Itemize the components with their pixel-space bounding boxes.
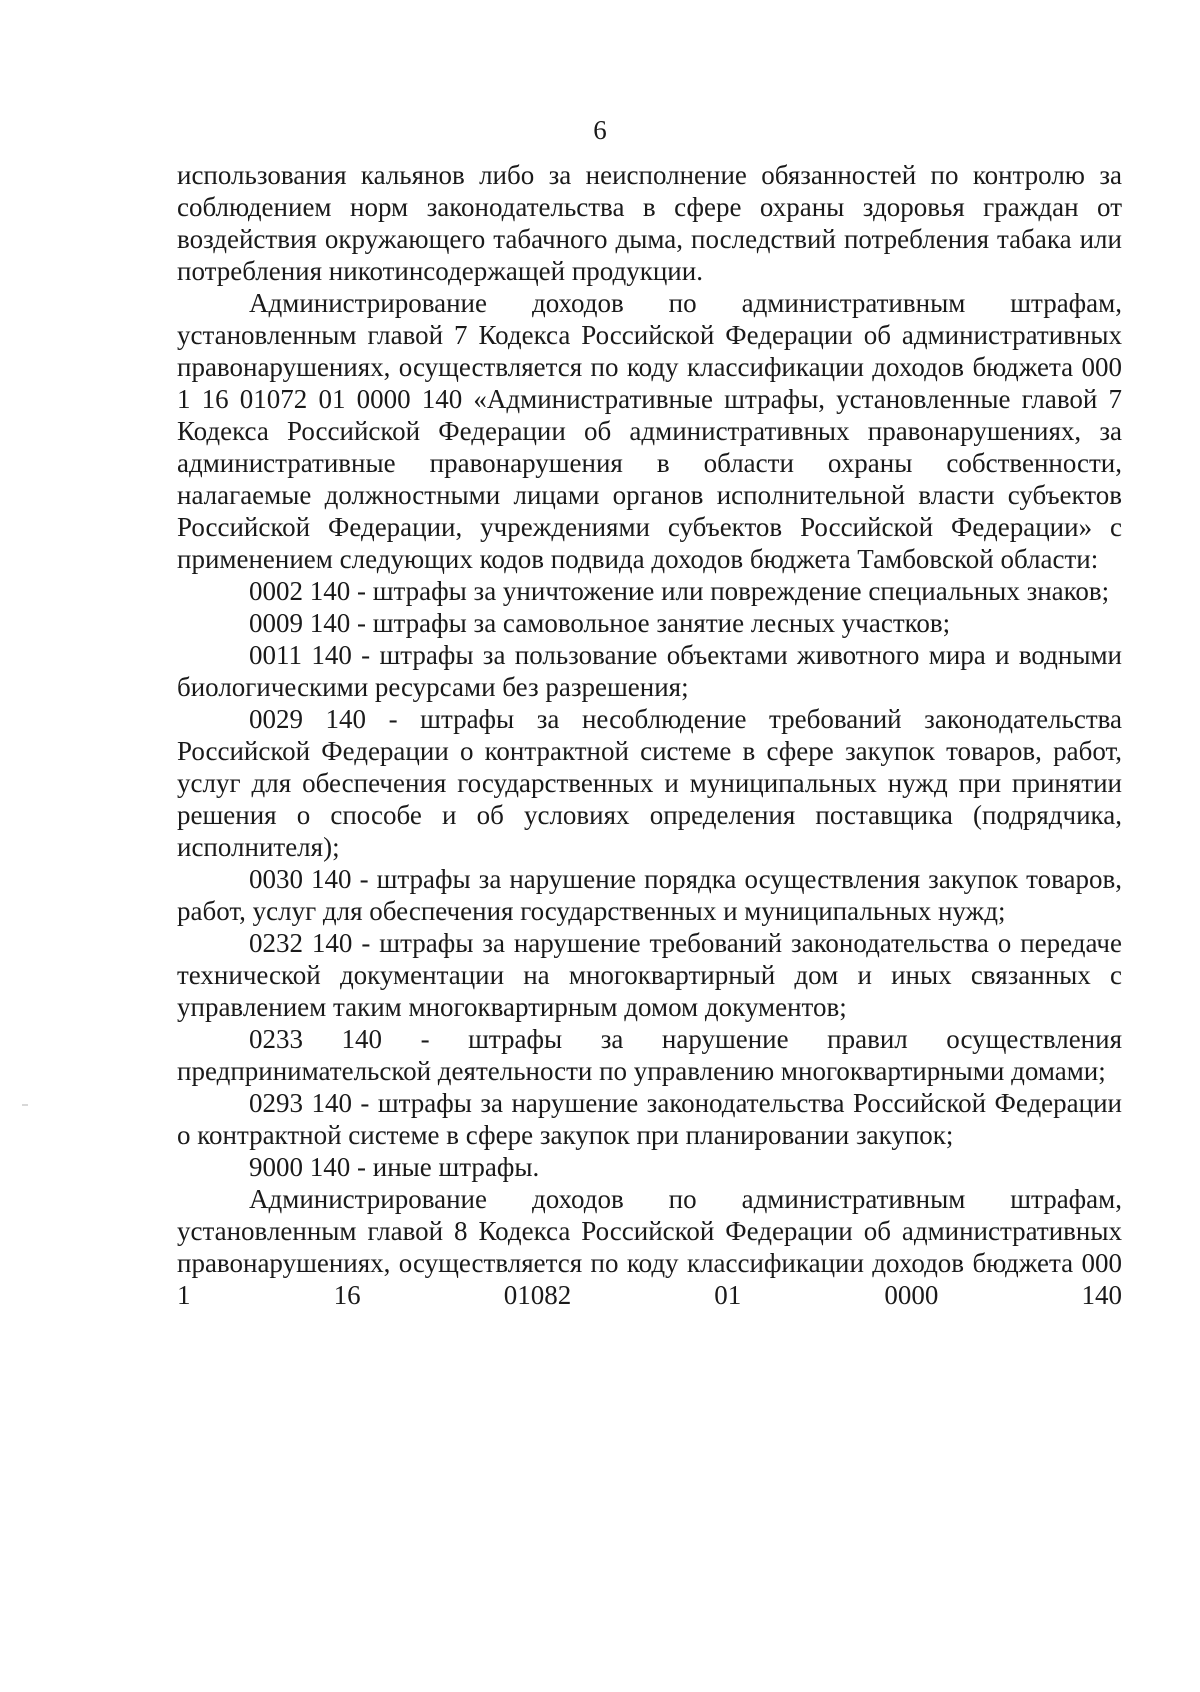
scan-edge-mark	[22, 1104, 28, 1106]
code-item-0030: 0030 140 - штрафы за нарушение порядка осуществления закупок товаров, работ, услуг для обеспечения государственных и муниципальных нужд;	[177, 864, 1122, 926]
paragraph-continuation: использования кальянов либо за неисполнение обязанностей по контролю за соблюдением норм законодательства в сфере охраны здоровья граждан от воздействия окружающего табачного дыма, последствий потребления табака или потребления никотинсодержащей продукции.	[177, 160, 1122, 286]
page-number: 6	[593, 115, 607, 145]
paragraph-administration-chapter-8: Администрирование доходов по административным штрафам, установленным главой 8 Кодекса Российской Федерации об административных правонарушениях, осуществляется по коду классификации доходов бюджета 000 1 16 01082 01 0000 140	[177, 1184, 1122, 1310]
code-item-0029: 0029 140 - штрафы за несоблюдение требований законодательства Российской Федерации о контрактной системе в сфере закупок товаров, работ, услуг для обеспечения государственных и муниципальных нужд при принятии решения о способе и об условиях определения поставщика (подрядчика, исполнителя);	[177, 704, 1122, 862]
code-item-0233: 0233 140 - штрафы за нарушение правил осуществления предпринимательской деятельности по управлению многоквартирными домами;	[177, 1024, 1122, 1086]
document-body	[177, 159, 1122, 1311]
paragraph-administration-chapter-7: Администрирование доходов по административным штрафам, установленным главой 7 Кодекса Российской Федерации об административных правонарушениях, осуществляется по коду классификации доходов бюджета 000 1 16 01072 01 0000 140 «Административные штрафы, установленные главой 7 Кодекса Российской Федерации об административных правонарушениях, за административные правонарушения в области охраны собственности, налагаемые должностными лицами органов исполнительной власти субъектов Российской Федерации, учреждениями субъектов Российской Федерации» с применением следующих кодов подвида доходов бюджета Тамбовской области:	[177, 288, 1122, 574]
code-item-0011: 0011 140 - штрафы за пользование объектами животного мира и водными биологическими ресурсами без разрешения;	[177, 640, 1122, 702]
code-item-0009: 0009 140 - штрафы за самовольное занятие лесных участков;	[249, 608, 951, 638]
code-item-0232: 0232 140 - штрафы за нарушение требований законодательства о передаче технической документации на многоквартирный дом и иных связанных с управлением таким многоквартирным домом документов;	[177, 928, 1122, 1022]
code-item-0293: 0293 140 - штрафы за нарушение законодательства Российской Федерации о контрактной системе в сфере закупок при планировании закупок;	[177, 1088, 1122, 1150]
code-item-0002: 0002 140 - штрафы за уничтожение или повреждение специальных знаков;	[249, 576, 1110, 606]
code-item-9000: 9000 140 - иные штрафы.	[249, 1152, 540, 1182]
